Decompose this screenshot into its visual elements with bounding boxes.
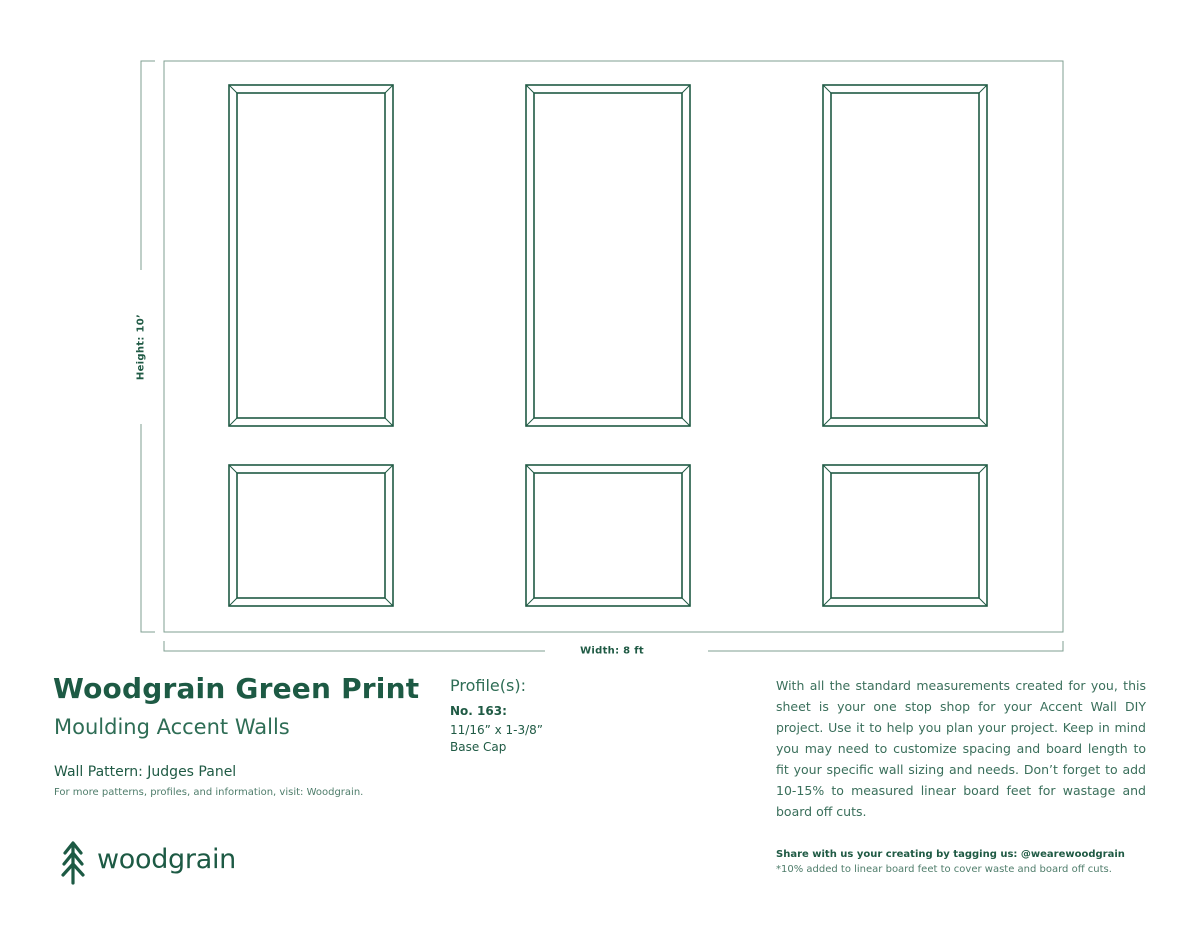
moulding-panel-5 <box>823 85 987 426</box>
document-title: Woodgrain Green Print <box>53 672 420 705</box>
footnote: *10% added to linear board feet to cover waste and board off cuts. <box>776 864 1112 875</box>
profile-size: 11/16” x 1-3/8” <box>450 723 544 737</box>
profile-number: No. 163: <box>450 704 507 718</box>
moulding-panels <box>229 85 987 606</box>
moulding-panel-3 <box>526 85 690 426</box>
woodgrain-logo-text: woodgrain <box>97 844 236 875</box>
moulding-panel-2 <box>229 465 393 606</box>
document-subtitle: Moulding Accent Walls <box>54 715 290 739</box>
woodgrain-tree-icon <box>60 840 86 886</box>
moulding-panel-6 <box>823 465 987 606</box>
moulding-panel-4 <box>526 465 690 606</box>
moulding-panel-1 <box>229 85 393 426</box>
profile-name: Base Cap <box>450 740 507 754</box>
wall-pattern-label: Wall Pattern: Judges Panel <box>54 764 237 780</box>
width-label: Width: 8 ft <box>580 645 644 657</box>
more-info-text: For more patterns, profiles, and information, visit: Woodgrain. <box>54 787 364 798</box>
profiles-heading: Profile(s): <box>450 676 526 695</box>
description-paragraph: With all the standard measurements created for you, this sheet is your one stop shop for your Accent Wall DIY project. Use it to help you plan your project. Keep in mind you may need to customize spacing and board length to fit your specific wall sizing and needs. Don’t forget to add 10-15% to measured linear board feet for wastage and board off cuts. <box>776 678 1146 819</box>
height-label: Height: 10’ <box>135 313 147 381</box>
share-text: Share with us your creating by tagging us: @wearewoodgrain <box>776 849 1125 860</box>
wall-outline <box>164 61 1063 632</box>
